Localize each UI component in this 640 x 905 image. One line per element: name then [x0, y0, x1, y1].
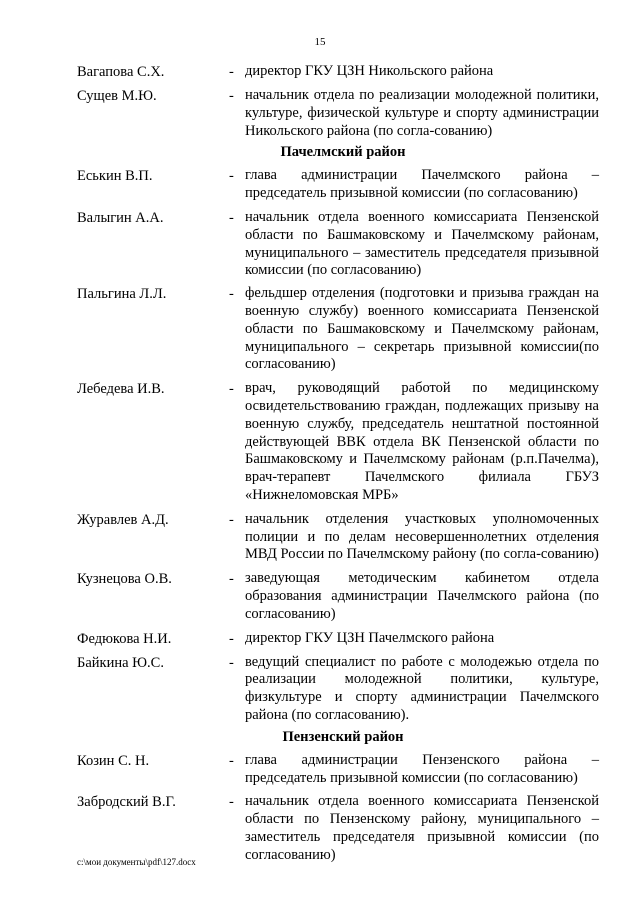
member-role: начальник отдела военного комиссариата Пензенской области по Башмаковскому и Пачелмскому районам, муниципального – заместитель председателя призывной комиссии (по согласованию): [245, 208, 599, 279]
member-role: директор ГКУ ЦЗН Никольского района: [245, 63, 494, 79]
dash: -: [229, 64, 234, 80]
member-name: Валыгин А.А.: [77, 209, 164, 226]
commission-list: [77, 62, 599, 864]
member-name: Козин С. Н.: [77, 752, 150, 769]
member-role: ведущий специалист по работе с молодежью отдела по реализации молодежной политики, культуре, физкультуре и спорту администрации Пачелмского района (по согласованию).: [245, 653, 599, 723]
section-heading: Пензенский район: [282, 728, 404, 745]
member-name: Журавлев А.Д.: [77, 511, 169, 528]
dash: -: [229, 630, 234, 647]
member-name: Пальгина Л.Л.: [77, 286, 167, 303]
dash: -: [229, 511, 234, 528]
member-role: глава администрации Пензенского района – председатель призывной комиссии (по согласованию): [245, 751, 599, 786]
member-role: начальник отделения участковых уполномоченных полиции и по делам несовершеннолетних отделения МВД России по Пачелмскому району (по согла-сованию): [245, 510, 599, 563]
dash: -: [229, 794, 234, 811]
member-role: врач, руководящий работой по медицинскому освидетельствованию граждан, подлежащих призыву на военную службу, председатель нештатной постоянной действующей ВВК отдела ВК Пензенской области по Башмаковскому и Пачелмскому районам (р.п.Пачелма), врач-терапевт Пачелмского филиала ГБУЗ «Нижнеломовская МРБ»: [245, 380, 599, 503]
dash: -: [229, 654, 234, 671]
section-heading: Пачелмский район: [280, 144, 406, 161]
member-row: [77, 86, 599, 140]
member-row: [77, 166, 599, 203]
member-role: начальник отдела военного комиссариата Пензенской области по Пензенскому району, муниципального – заместитель председателя призывной комиссии (по согласованию): [245, 793, 599, 863]
member-name: Забродский В.Г.: [77, 794, 176, 811]
dash: -: [229, 752, 234, 769]
dash: -: [229, 571, 234, 588]
member-name: Федюкова Н.И.: [77, 630, 172, 647]
member-name: Сущев М.Ю.: [77, 88, 157, 104]
dash: -: [229, 381, 234, 398]
member-row: [77, 629, 599, 648]
member-role: глава администрации Пачелмского района – председатель призывной комиссии (по согласованию): [245, 167, 599, 202]
member-row: [77, 792, 599, 864]
member-row: [77, 284, 599, 374]
member-name: Кузнецова О.В.: [77, 571, 172, 588]
member-row: [77, 510, 599, 564]
dash: -: [229, 168, 234, 185]
member-row: [77, 62, 599, 81]
member-role: фельдшер отделения (подготовки и призыва граждан на военную службу) военного комиссариата Пензенской области по Башмаковскому и Пачелмскому районам, муниципального – секретарь призывной комиссии(по согласованию): [245, 285, 599, 373]
member-row: [77, 653, 599, 725]
member-role: директор ГКУ ЦЗН Пачелмского района: [245, 629, 495, 646]
member-row: [77, 379, 599, 505]
member-name: Лебедева И.В.: [77, 381, 165, 398]
dash: -: [229, 286, 234, 303]
dash: -: [229, 88, 234, 104]
member-name: Еськин В.П.: [77, 168, 153, 185]
member-role: начальник отдела по реализации молодежной политики, культуре, физической культуре и спорту администрации Никольского района (по согла-сованию): [245, 87, 599, 139]
dash: -: [229, 209, 234, 226]
member-role: заведующая методическим кабинетом отдела образования администрации Пачелмского района (по согласованию): [245, 570, 599, 622]
member-name: Вагапова С.Х.: [77, 64, 165, 80]
page-number: 15: [314, 36, 326, 48]
member-name: Байкина Ю.С.: [77, 654, 164, 671]
member-row: [77, 569, 599, 623]
file-path-footer: c:\мои документы\pdf\127.docx: [77, 857, 196, 867]
member-row: [77, 208, 599, 280]
member-row: [77, 751, 599, 788]
